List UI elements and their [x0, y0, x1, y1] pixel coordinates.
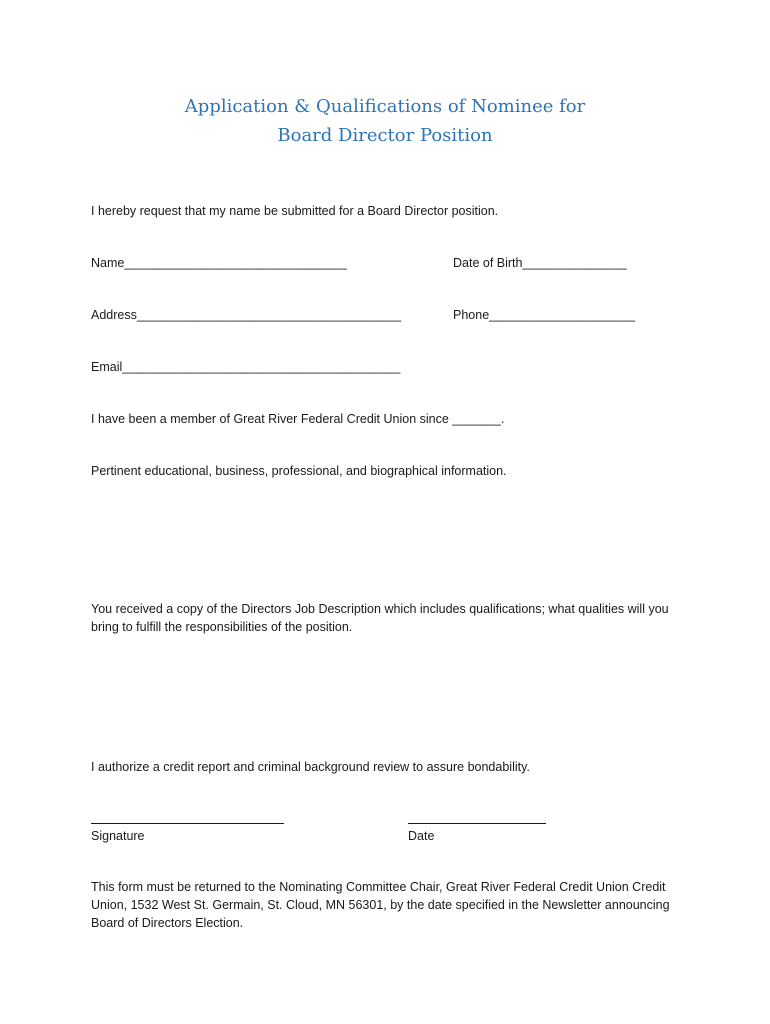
title-line-2: Board Director Position	[277, 125, 493, 146]
page-title	[0, 92, 770, 150]
signature-line[interactable]	[91, 823, 284, 824]
pertinent-info-prompt: Pertinent educational, business, professional, and biographical information.	[91, 464, 507, 478]
date-line[interactable]	[408, 823, 546, 824]
title-line-1: Application & Qualifications of Nominee for	[184, 96, 586, 117]
request-statement: I hereby request that my name be submitted for a Board Director position.	[91, 204, 499, 218]
signature-label: Signature	[91, 829, 145, 843]
member-since-field[interactable]: I have been a member of Great River Federal Credit Union since _______.	[91, 412, 505, 426]
name-field[interactable]: Name________________________________	[91, 256, 347, 270]
job-description-question: You received a copy of the Directors Job Description which includes qualifications; what qualities will you bring to fulfill the responsibilities of the position.	[91, 602, 669, 634]
phone-field[interactable]: Phone_____________________	[453, 308, 636, 322]
return-instructions: This form must be returned to the Nominating Committee Chair, Great River Federal Credit Union Credit Union, 1532 West St. Germain, St. Cloud, MN 56301, by the date specified in the Newsletter announcing Board of Directors Election.	[91, 880, 670, 930]
address-field[interactable]: Address______________________________________	[91, 308, 402, 322]
email-field[interactable]: Email________________________________________	[91, 360, 401, 374]
date-label: Date	[408, 829, 435, 843]
authorization-statement: I authorize a credit report and criminal background review to assure bondability.	[91, 760, 530, 774]
date-of-birth-field[interactable]: Date of Birth_______________	[453, 256, 627, 270]
